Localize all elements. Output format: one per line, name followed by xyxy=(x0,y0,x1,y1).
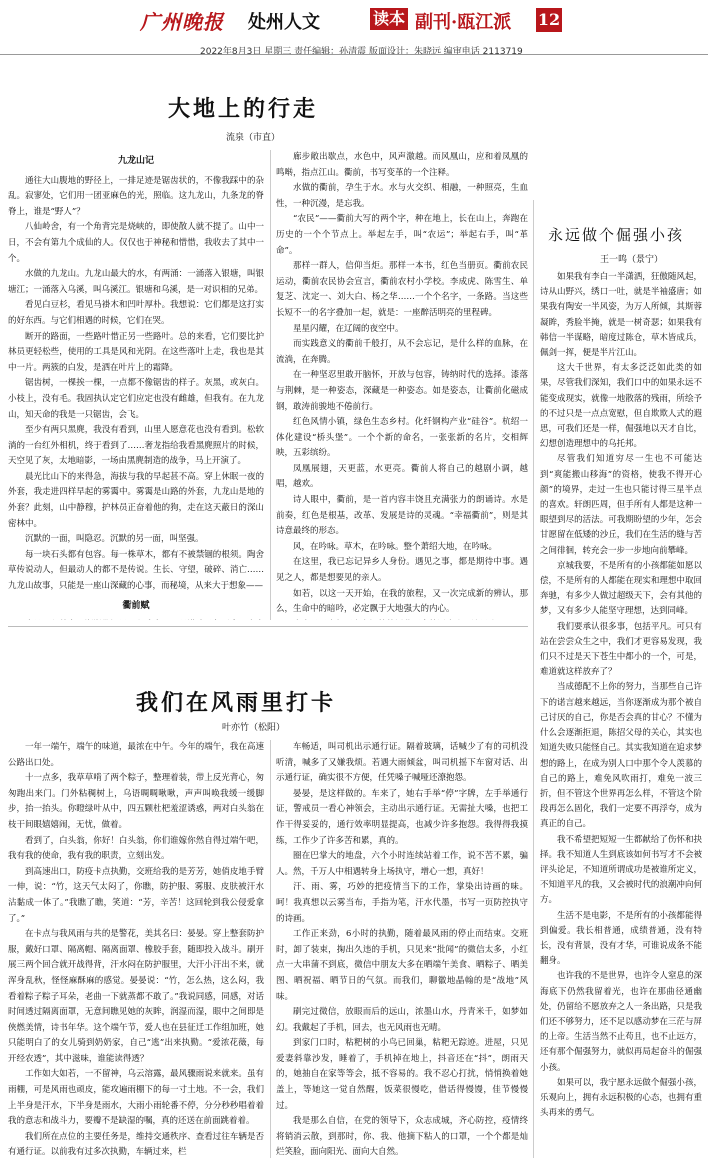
article1-column-1 xyxy=(8,150,264,620)
paragraph: 工作如大如若，一不留神，乌云溶露，最风骤雨说来就来。虽有雨棚，可是风雨也顽皮，能攻遍雨棚下的每一寸土地。不一会，我们上半身是汗水，下半身是雨水，大雨小雨轮番不停，分分秒秒唱着着我的意志和战斗力，要瓣不是缺湿的嘱，真的还送在前面跳着着。 xyxy=(8,1069,264,1127)
paragraph xyxy=(276,618,528,620)
paragraph: 红色风情小镇，绿色生态乡村。化纤钢构产业“硅谷”。杭绍一体化建设“桥头堡”。一个个新的命名，一张张新的名片，交相辉映，五彩缤纷。 xyxy=(276,417,528,459)
article1-title: 大地上的行走 xyxy=(168,96,319,122)
paragraph: 这大千世界，有太多泛泛如此类的如果，尽管我们深知，我们口中的如果永远不能变成现实，就像一地散落的残雨，所绘予的不过只是一点点宽慰，但自欺欺人式的遐思，可我们还是一样，倔强地以天才自比，幻想创造理想中的乌托邦。 xyxy=(540,363,702,450)
column-divider xyxy=(270,740,271,1158)
paragraph: 工作正来劲，6小时的执勤，随着最风雨的停止而结束。交班时，卸了装束，掬出久违的手机，只见来“批闻”的微信太多，小红点一大串蒲不到底，微信中朋友大多在晒端午美食、晒粽子、晒美图、晒祝福、晒节日的气氛。而我们，聊徽地晶翰的是“战地”风味。 xyxy=(276,929,528,1002)
paragraph xyxy=(8,618,264,620)
paragraph: 看见白豆杉，看见马褂木和凹叶厚朴。我想说：它们都是这打实的好东西。与它们相遇的时候，它们在哭。 xyxy=(8,300,264,326)
article3-title: 永远做个倔强小孩 xyxy=(548,226,685,244)
paragraph: 如若，以这一天开始，在我的旅程，又一次完成新的辨认，那么，生命中的暗吟，必定飘于大地强大的内心。 xyxy=(276,588,528,615)
paragraph: 也许我的不是世界，也许令人窒息的深海底下仍然我留着光，也许在那曲径通幽处，仍留给不愿放弃之人一条出路，只是我们还不够努力，还不足以感动梦在三茫与屏的上帝。生活当然不止苟且，也不止远方，还有那个倔强努力，就似再局起奋斗的倔强小孩。 xyxy=(540,971,702,1073)
paragraph: 尽管我们知道穷尽一生也不可能达到“爽能搬山移海”的资格，使我不得开心颜”的境界，走过一生也只能讨得三星半点的喜欢。轩朗匹周，但手所有人都是这种一眼望到尽的活法。可我期盼望的少年，怎会甘愿留在低矮的沙丘，我们在生活的缝与苦之间徘徊，转充会一步一步地向前攀峰。 xyxy=(540,454,702,556)
paragraph: 凤凰展翅，天更蓝，水更亮。衢前人将自己的越剧小调，越唱，越欢。 xyxy=(276,463,528,490)
article3-byline: 王一鸣（景宁） xyxy=(600,255,664,265)
paragraph: 在卡点与我风雨与共的是警花，美其名曰：晏晏。穿上整套防护服，戴好口罩、隔离帽、隔离面罩、橡胶手套，随即投入战斗。刷开展三两个回合就开战得背，汗水闷在防护服里，大汗小汗出不来，就浑身乱秋，怪怪麻酥麻的感觉。晏晏说：“竹，怎么热，这么闷，我看着粽子粽子耳朵，老曲一下就蒸都不敢了。”我说同感，同感，对话时间透过隔离面罩，无意间瞧见她的灰眸，润湿而湿，眼中之间即是俠燃美情，诗书年华。这个端午节，爱人也在县征迁工作组加班，她只能明白了的女儿骑到奶奶家，自己“逃”出来执勤。“爱浓花薇，每开经农透”，其中滋味，谁能读得透？ xyxy=(8,929,264,1064)
masthead xyxy=(0,0,708,38)
article1-subhead-2: 衢前赋 xyxy=(122,600,150,611)
paragraph: 而实践意义的衢前千般打，从不会忘记，是什么样的血脉，在流淌，在奔腾。 xyxy=(276,339,528,365)
paragraph: “农民”——衢前大写的两个字，种在地上，长在山上，奔跑在历史的一个个节点上。举起左手，叫“农运”；举起右手，叫“革命”。 xyxy=(276,214,528,256)
paragraph: 汗、雨、雾，巧妙的把疫情当下的工作，掌染出诗画的味。呵！我真想以云雾当布，手指为笔，汗水代墨，书写一页防控执守的诗画。 xyxy=(276,882,528,924)
article2-byline: 叶亦竹（松阳） xyxy=(222,723,286,733)
paragraph: 星星闪耀，在辽阔的夜空中。 xyxy=(293,323,404,334)
article1-column-2 xyxy=(276,150,528,620)
paragraph: 我们要承认很多事，包括平凡。可只有站在尝尝众生之中，我们才更容易发现，我们只不过是天下苍生中都小的一个，可是，难道就这样放弃了？ xyxy=(540,621,702,678)
paragraph: 诗人眼中，衢前，是一首内容丰饶且充满张力的朗诵诗。水是前奏，红色是根基，改革、发展是诗的灵魂。“幸福衢前”，则是其诗意最终的形态。 xyxy=(276,495,528,537)
rubric-title: 副刊·瓯江派 xyxy=(415,12,512,33)
paragraph: 看到了，白头翁，你好！白头翁，你们谁嫁你然自得过端午吧，我有我的使命，我有我的职责，立刻出发。 xyxy=(8,835,264,862)
paragraph: 我们所在点位的主要任务是，维持交通秩序、查看过往车辆是否有通行证。以前我有过多次执勤，车辆过来，栏 xyxy=(8,1131,264,1158)
paragraph: 廊步敞出歇点，水色中，风声激越。而风凰山，应和着凤凰的鸣啭，指点江山。衢前，书写变革的一个注释。 xyxy=(276,152,528,178)
section-divider xyxy=(8,626,528,627)
paragraph: 生活不是电影，不是所有的小孩都能得到偏爱。我长相普通，成绩普通，没有特长，没有背景，没有才华，可谁说成条不能翻身。 xyxy=(540,910,702,967)
paragraph: 通往大山腹地的野径上，一排足迹是锯齿状的，不像我踩中的杂乱。寂寥处，它们用一团亚麻色的光，照临。这九龙山，九条龙的脊脊上，谁是“野人”？ xyxy=(8,175,264,217)
paragraph: 晨光比山下的来得急，海拔与我的早起甚不高。穿上休眠一夜的外套，我走进四样早起的雾霭中。雾霭是山路的外套，九龙山是地的外套？此刻，山中静穆，护林员正奋着他的狗，走在这天蔽日的深山密林中。 xyxy=(8,471,264,529)
paragraph: 断开的路面，一些路叶惜正另一些路叶。总的来看，它们要比护林员更轻松些，使用的工具是风和光阴。在这些落叶上走，我也是其中一片。两簇的白发，是洒在叶片上的霜降。 xyxy=(8,331,264,373)
paragraph: 每一块石头都有包容。每一株草木，都有不被禁锢的根须。陶舍草传说动人，但最动人的都不是传说。生长、守望，破碎、消亡……九龙山故事，只能是一座山深藏的心事，而秘境，从来大于想象—— xyxy=(8,549,264,592)
paragraph: 刷完过微信，放眼而后的远山，浓墨山水，丹青米千，如梦如幻。我戴起了手机，回去，也无风雨也无晴。 xyxy=(276,1007,528,1033)
paragraph: 十一点多，我草草啃了两个粽子，整理着装，带上反光背心，匆匆跑出来门。门外粘稠树上，乌语啁啁啾啾，声声叫唤我缓一缓脚步，抬一抬头。你瞪绿叶从中，四五颗杜杷羞涩诱惑，两对白头翁在枝干间眼嬉嬉闹，无忧，做着。 xyxy=(8,773,264,830)
paragraph: 八仙岭舍，有一个角背完是烧峡的，即使散人就不提了。山中一日，不会有第九个成仙的人。仅仅也于神秘和惜惜，我收去了其中一个。 xyxy=(8,222,264,264)
paragraph: 如果可以，我宁愿永远做个倔强小孩，乐观向上，拥有永远积极的心态，也拥有重头再来的勇气。 xyxy=(540,1077,702,1119)
paragraph: 京城我要，不是所有的小孩都能如愿以偿，不是所有的人都能在现实和理想中取回奔驰，有多少人做过超级天下，会有其他的梦，又有多少人能坚守理想，达到同峰。 xyxy=(540,560,702,617)
edition-meta-line: 2022年8月3日 星期三 责任编辑：孙清震 版面设计：朱晓远 编审电话 2113719 xyxy=(200,47,523,57)
article2-column-1 xyxy=(8,740,264,1158)
paragraph: 圈在巴掌大的地盘，六个小时连续站着工作，说不苦不累，骗人。然，千万人中相遇转身上场执守，增心一想，真好！ xyxy=(276,851,528,877)
article1-subhead-1: 九龙山记 xyxy=(117,156,154,166)
article1-byline: 流泉（市直） xyxy=(226,133,281,143)
read-badge: 读本 xyxy=(370,8,408,30)
paragraph: 当成德配不上你的努力，当那些自己许下的诺言越来越远，当你逐渐成为那个被自己讨厌的自己，你是否会真的甘心？不懂为什么会逐渐拒退，陈招父母的关心，其实也知道失败只能怪自己。其实我知道在追求梦想的路上，在成为别人口中那个令人羡慕的自己的路上，难免风吹雨打，难免一波三折，但不管这个世界再怎么样，不管这个阶段再怎么固化，我们一定要不再浮夸，成为真正的自己。 xyxy=(540,682,702,830)
section-name: 处州人文 xyxy=(248,12,320,33)
paragraph: 晏晏，是这样做的。车来了，她右手举“停”字牌，左手举通行证，警戒员一看心神领会，主动出示通行证。无需扯大嗓，也把工作干得妥妥的，通行效率明显提高，也减少许多抱怨。我得得我摸练，工作少了许多苦和累，真的。 xyxy=(276,788,528,846)
paragraph: 在一种坚忍里敢开脑怀，开放与包容，铸纳时代的选择。漆落与荆棘，是一种姿态，深藏是一种姿态。如是姿态，让衢前化磁成钢，敢涛前骏地不倦前行。 xyxy=(276,370,528,412)
paragraph: 水做的九龙山。九龙山最大的水，有两涌：一涌落入银塘，叫银塘江；一涌落入乌溪，叫乌溪江。银塘和乌溪，是一对识相的兄弟。 xyxy=(8,269,264,295)
paragraph: 在这里，我已忘记异乡人身份。遇见之事，都是期待中事。遇见之人，都是想要见的亲人。 xyxy=(276,557,528,584)
paragraph: 那样一群人，信仰当炬。那样一本书，红色当册页。衢前农民运动，衢前农民协会宣言，衢前农村小学校。李成虎、陈雪生、单复芝、沈定一、刘大白、杨之华……一个个名字，一条路。当这些长短不一的名字叠加一起，就是：一座醉活明亮的里程碑。 xyxy=(276,261,528,318)
newspaper-logo: 广州晚报 xyxy=(140,10,224,34)
paragraph: 锯齿树，一棵挨一棵，一点都不像锯齿的样子。灰黑，或灰白。小枝上，没有毛。我固执认定它们应定也没有雌雄，但我有。在九龙山，知天命的我是一只锯齿，会飞。 xyxy=(8,378,264,420)
paragraph: 至少有两只黑麂，我没有看到，山里人愿意花也没有看到。松软淌的一台红外相机，终于看到了……奢龙指给我看黑麂照片的时候，天空见了灰，太地暗影，一场由黑麂制造的战争，马上开演了。 xyxy=(8,425,264,467)
paragraph: 一年一端午，端午的味道，最浓在中午。今年的端午，我在高速公路出口处。 xyxy=(8,742,264,768)
paragraph: 我是那么自信，在党的领导下，众志成城，齐心防控，疫情终将销消云散，到那时，你、我、他摘下粘人的口罩，一个个都是灿烂笑脸，面向阳光、面向大自然。 xyxy=(276,1116,528,1158)
column-divider xyxy=(270,150,271,620)
page-number-badge: 12 xyxy=(536,8,562,32)
article3-column xyxy=(540,270,702,1158)
paragraph: 到高速出口，防疫卡点执勤，交班给我的是芳芳，她俏皮地手臂一伸，说：“竹，这天气太闷了，你瞧，防护服、雾服、皮肤被汗水沾黏成一体了。”我瞧了瞧，笑道：“芳，辛苦！这回轮到我公侵爱拿了。” xyxy=(8,866,264,924)
paragraph: 水做的衢前，孕生于水。水与火交织、相融，一种照亮，生血性，一种沉漫，是忘我。 xyxy=(276,183,528,209)
header-rule xyxy=(0,54,708,55)
paragraph: 风，在吟咏。草木，在吟咏。整个萧绍大地，在吟咏。 xyxy=(293,541,498,552)
paragraph: 我不希望把短短一生都献给了伤怀和抉择。我不知道人生到底该如何书写才不会被评头论足，不知道所谓成功是被谁所定义，不知道平凡的我，又会被时代的浪潮冲向何方。 xyxy=(540,834,702,906)
paragraph: 沉默的一面，叫隐忍。沉默的另一面，叫坚强。 xyxy=(25,534,204,545)
article2-title: 我们在风雨里打卡 xyxy=(136,690,337,716)
sidebar-divider xyxy=(533,200,534,1158)
article2-column-2 xyxy=(276,740,528,1158)
paragraph: 到家门口时，粘粑树的小鸟已回巢，粘粑无踪迹。进屋，只见爱妻斜靠沙发，睡着了，手机掉在地上，抖音还在“抖”，朗雨天的，她抽自在家等等会，抵不容易的。我不忍心打扰，悄悄换着她盖上，等她这一觉自然醒，饭菜很慢吃，借话得慢馒，佳节慢慢过。 xyxy=(276,1038,528,1111)
paragraph: 车畅适，叫司机出示通行证。隔着玻璃，话喊少了有的司机没听清，喊多了又嫌我烦。若遇大雨倾盆，叫司机摇下车窗对话、出示通行证，确实很不方便，任凭嗓子喊哑还潦抱怨。 xyxy=(276,742,528,784)
paragraph: 如果我有李白一半潇洒，狂傲随风起，诗从山野兴，绣口一吐，就是半袖盛唐；如果我有陶安一半风姿，为万人所倾，其斯蓉凝眸，秀脸半掩，就是一树奇瑟；如果我有韩信一半谋略，暗度过陈仓，草木皆成兵，佩剑一挥，便是半片江山。 xyxy=(540,272,702,359)
